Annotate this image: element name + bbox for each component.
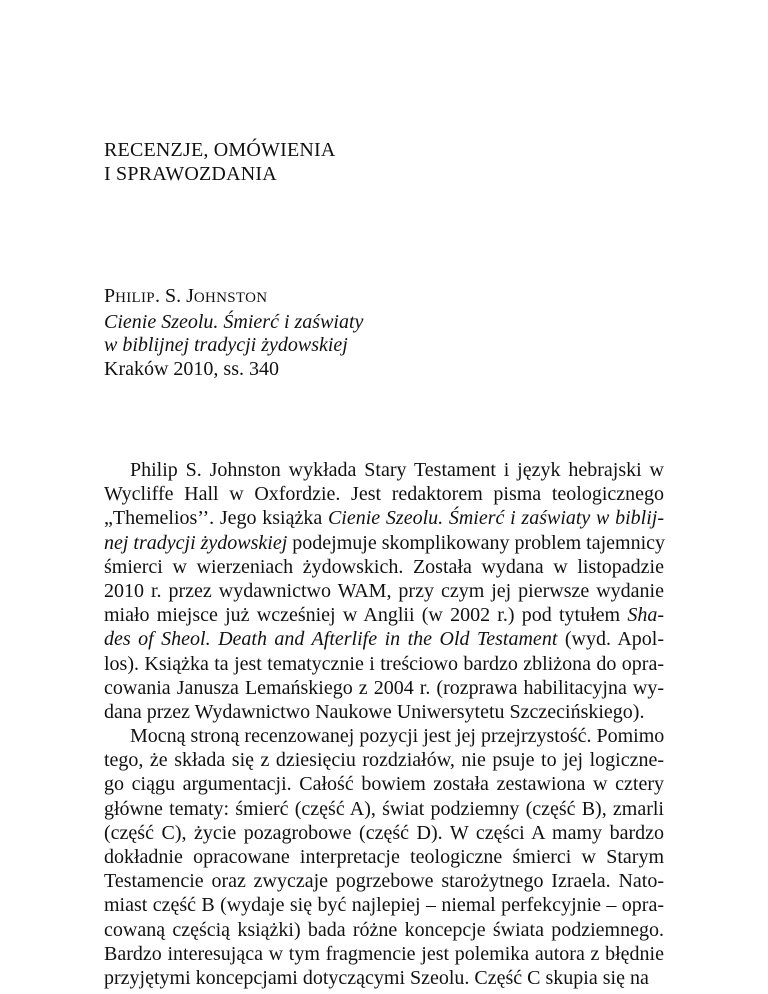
- bibliographic-entry: [104, 285, 363, 381]
- paragraph-line: Bardzo interesująca w tym fragmencie jest polemika autora z błędnie: [104, 942, 664, 965]
- paragraph-line: Philip S. Johnston wykłada Stary Testament i język hebrajski w: [130, 459, 664, 481]
- paragraph-line: go ciągu argumentacji. Całość bowiem została zestawiona w cztery: [104, 773, 664, 796]
- paragraph-line: cowaną częścią książki) bada różne koncepcje świata podziemnego.: [104, 918, 664, 941]
- paragraph-line: Wycliffe Hall w Oxfordzie. Jest redaktorem pisma teologicznego: [104, 483, 664, 506]
- paragraph-line: (część C), życie pozagrobowe (część D). W części A mamy bardzo: [104, 821, 664, 844]
- paragraph-line: Mocną stroną recenzowanej pozycji jest jej przejrzystość. Pomimo: [130, 725, 665, 748]
- paragraph-line: des of Sheol. Death and Afterlife in the Old Testament (wyd. Apol-: [104, 628, 664, 651]
- paragraph-line: miast część B (wydaje się być najlepiej – niemal perfekcyjnie – opra-: [104, 894, 664, 917]
- paragraph-line: „Themelios’’. Jego książka Cienie Szeolu. Śmierć i zaświaty w biblij-: [104, 507, 664, 530]
- paragraph-line: dokładnie opracowane interpretacje teologiczne śmierci w Starym: [104, 846, 664, 868]
- paragraph-line: 2010 r. przez wydawnictwo WAM, przy czym jej pierwsze wydanie: [104, 579, 664, 602]
- section-heading-line-2: I SPRAWOZDANIA: [104, 163, 277, 185]
- section-heading: [104, 138, 336, 186]
- paragraph-line: śmierci w wierzeniach żydowskich. Została wydana w listopadzie: [104, 555, 664, 578]
- paragraph-line: przyjętymi koncepcjami dotyczącymi Szeolu. Część C skupia się na: [104, 966, 649, 989]
- book-title-line-1: Cienie Szeolu. Śmierć i zaświaty: [104, 310, 364, 333]
- paragraph-line: tego, że składa się z dziesięciu rozdziałów, nie psuje to jej logiczne-: [104, 749, 664, 772]
- paragraph-line: dana przez Wydawnictwo Naukowe Uniwersytetu Szczecińskiego).: [104, 700, 645, 723]
- book-title-line-2: w biblijnej tradycji żydowskiej: [104, 334, 348, 356]
- book-author: PHILIP. S. JOHNSTON: [104, 285, 268, 307]
- book-imprint: Kraków 2010, ss. 340: [104, 357, 279, 380]
- paragraph-line: Testamencie oraz zwyczaje pogrzebowe starożytnego Izraela. Nato-: [104, 870, 664, 893]
- section-heading-line-1: RECENZJE, OMÓWIENIA: [104, 139, 336, 161]
- paragraph-line: główne tematy: śmierć (część A), świat podziemny (część B), zmarli: [104, 797, 664, 820]
- paragraph-line: nej tradycji żydowskiej podejmuje skomplikowany problem tajemnicy: [104, 531, 666, 554]
- paragraph-line: cowania Janusza Lemańskiego z 2004 r. (rozprawa habilitacyjna wy-: [104, 676, 664, 699]
- paragraph-line: los). Książka ta jest tematycznie i treściowo bardzo zbliżona do opra-: [104, 652, 664, 675]
- paragraph-line: miało miejsce już wcześniej w Anglii (w 2002 r.) pod tytułem Sha-: [104, 604, 664, 627]
- review-body: [104, 458, 664, 990]
